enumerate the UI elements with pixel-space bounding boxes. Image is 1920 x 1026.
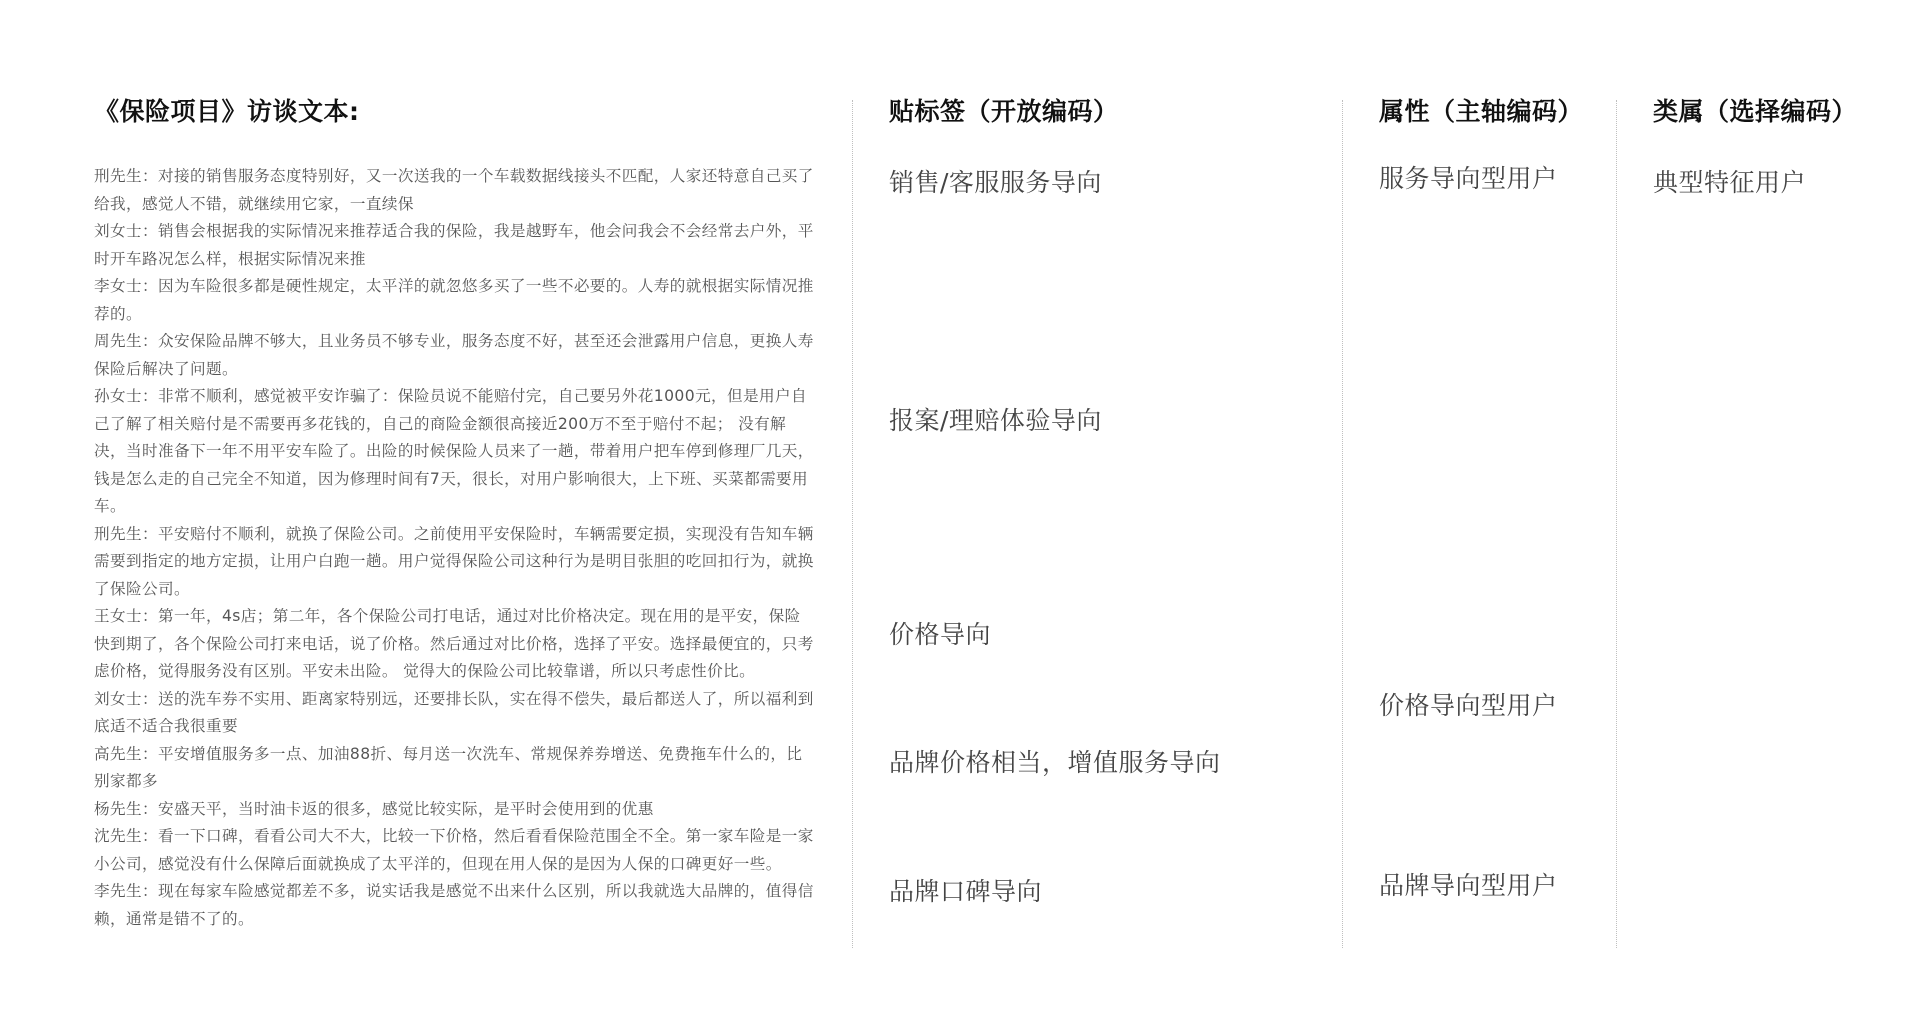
transcript-entry: 刑先生：平安赔付不顺利，就换了保险公司。之前使用平安保险时，车辆需要定损，实现没有告知车辆需要到指定的地方定损，让用户白跑一趟。用户觉得保险公司这种行为是明目张胆的吃回扣行为，就换了保险公司。 — [94, 524, 814, 598]
selective-coding-title: 类属（选择编码） — [1653, 97, 1858, 126]
transcript-entry: 刘女士：销售会根据我的实际情况来推荐适合我的保险，我是越野车，他会问我会不会经常去户外，平时开车路况怎么样，根据实际情况来推 — [94, 222, 814, 268]
interview-transcript — [94, 163, 814, 933]
transcript-entry: 高先生：平安增值服务多一点、加油88折、每月送一次洗车、常规保养券增送、免费拖车什么的，比别家都多 — [94, 744, 803, 790]
axial-code-label: 品牌导向型用户 — [1379, 871, 1558, 900]
transcript-title: 《保险项目》访谈文本: — [94, 97, 360, 126]
column-divider — [852, 100, 853, 948]
transcript-entry: 周先生：众安保险品牌不够大，且业务员不够专业，服务态度不好，甚至还会泄露用户信息，更换人寿保险后解决了问题。 — [94, 332, 814, 378]
transcript-entry: 刘女士：送的洗车券不实用、距离家特别远，还要排长队，实在得不偿失，最后都送人了，所以福利到底适不适合我很重要 — [94, 689, 814, 735]
axial-code-label: 价格导向型用户 — [1379, 691, 1558, 720]
transcript-entry: 王女士：第一年，4s店；第二年，各个保险公司打电话，通过对比价格决定。现在用的是平安，保险快到期了，各个保险公司打来电话，说了价格。然后通过对比价格，选择了平安。选择最便宜的，只考虑价格，觉得服务没有区别。平安未出险。 觉得大的保险公司比较靠谱，所以只考虑性价比。 — [94, 607, 814, 680]
transcript-entry: 李女士：因为车险很多都是硬性规定，太平洋的就忽悠多买了一些不必要的。人寿的就根据实际情况推荐的。 — [94, 277, 814, 323]
open-code-label: 品牌价格相当，增值服务导向 — [889, 748, 1221, 777]
open-code-label: 销售/客服服务导向 — [889, 168, 1102, 197]
transcript-entry: 李先生：现在每家车险感觉都差不多，说实话我是感觉不出来什么区别，所以我就选大品牌的，值得信赖，通常是错不了的。 — [94, 882, 814, 928]
transcript-entry: 孙女士：非常不顺利，感觉被平安诈骗了：保险员说不能赔付完，自己要另外花1000元，但是用户自己了解了相关赔付是不需要再多花钱的，自己的商险金额很高接近200万不至于赔付不起； 没有解决，当时准备下一年不用平安车险了。出险的时候保险人员来了一趟，带着用户把车停到修理厂几天，钱是怎么走的自己完全不知道，因为修理时间有7天，很长，对用户影响很大，上下班、买菜都需要用车。 — [94, 387, 814, 515]
selective-code-label: 典型特征用户 — [1653, 168, 1807, 197]
transcript-entry: 沈先生：看一下口碑，看看公司大不大，比较一下价格，然后看看保险范围全不全。第一家车险是一家小公司，感觉没有什么保障后面就换成了太平洋的，但现在用人保的是因为人保的口碑更好一些。 — [94, 827, 814, 873]
column-divider — [1616, 100, 1617, 948]
transcript-entry: 杨先生：安盛天平，当时油卡返的很多，感觉比较实际，是平时会使用到的优惠 — [94, 799, 654, 818]
axial-code-label: 服务导向型用户 — [1379, 164, 1558, 193]
column-divider — [1342, 100, 1343, 948]
open-code-label: 品牌口碑导向 — [889, 877, 1043, 906]
open-code-label: 报案/理赔体验导向 — [889, 406, 1102, 435]
open-coding-title: 贴标签（开放编码） — [889, 97, 1119, 126]
open-code-label: 价格导向 — [889, 620, 992, 649]
transcript-entry: 刑先生：对接的销售服务态度特别好，又一次送我的一个车载数据线接头不匹配，人家还特意自己买了给我，感觉人不错，就继续用它家，一直续保 — [94, 167, 814, 213]
axial-coding-title: 属性（主轴编码） — [1379, 97, 1584, 126]
